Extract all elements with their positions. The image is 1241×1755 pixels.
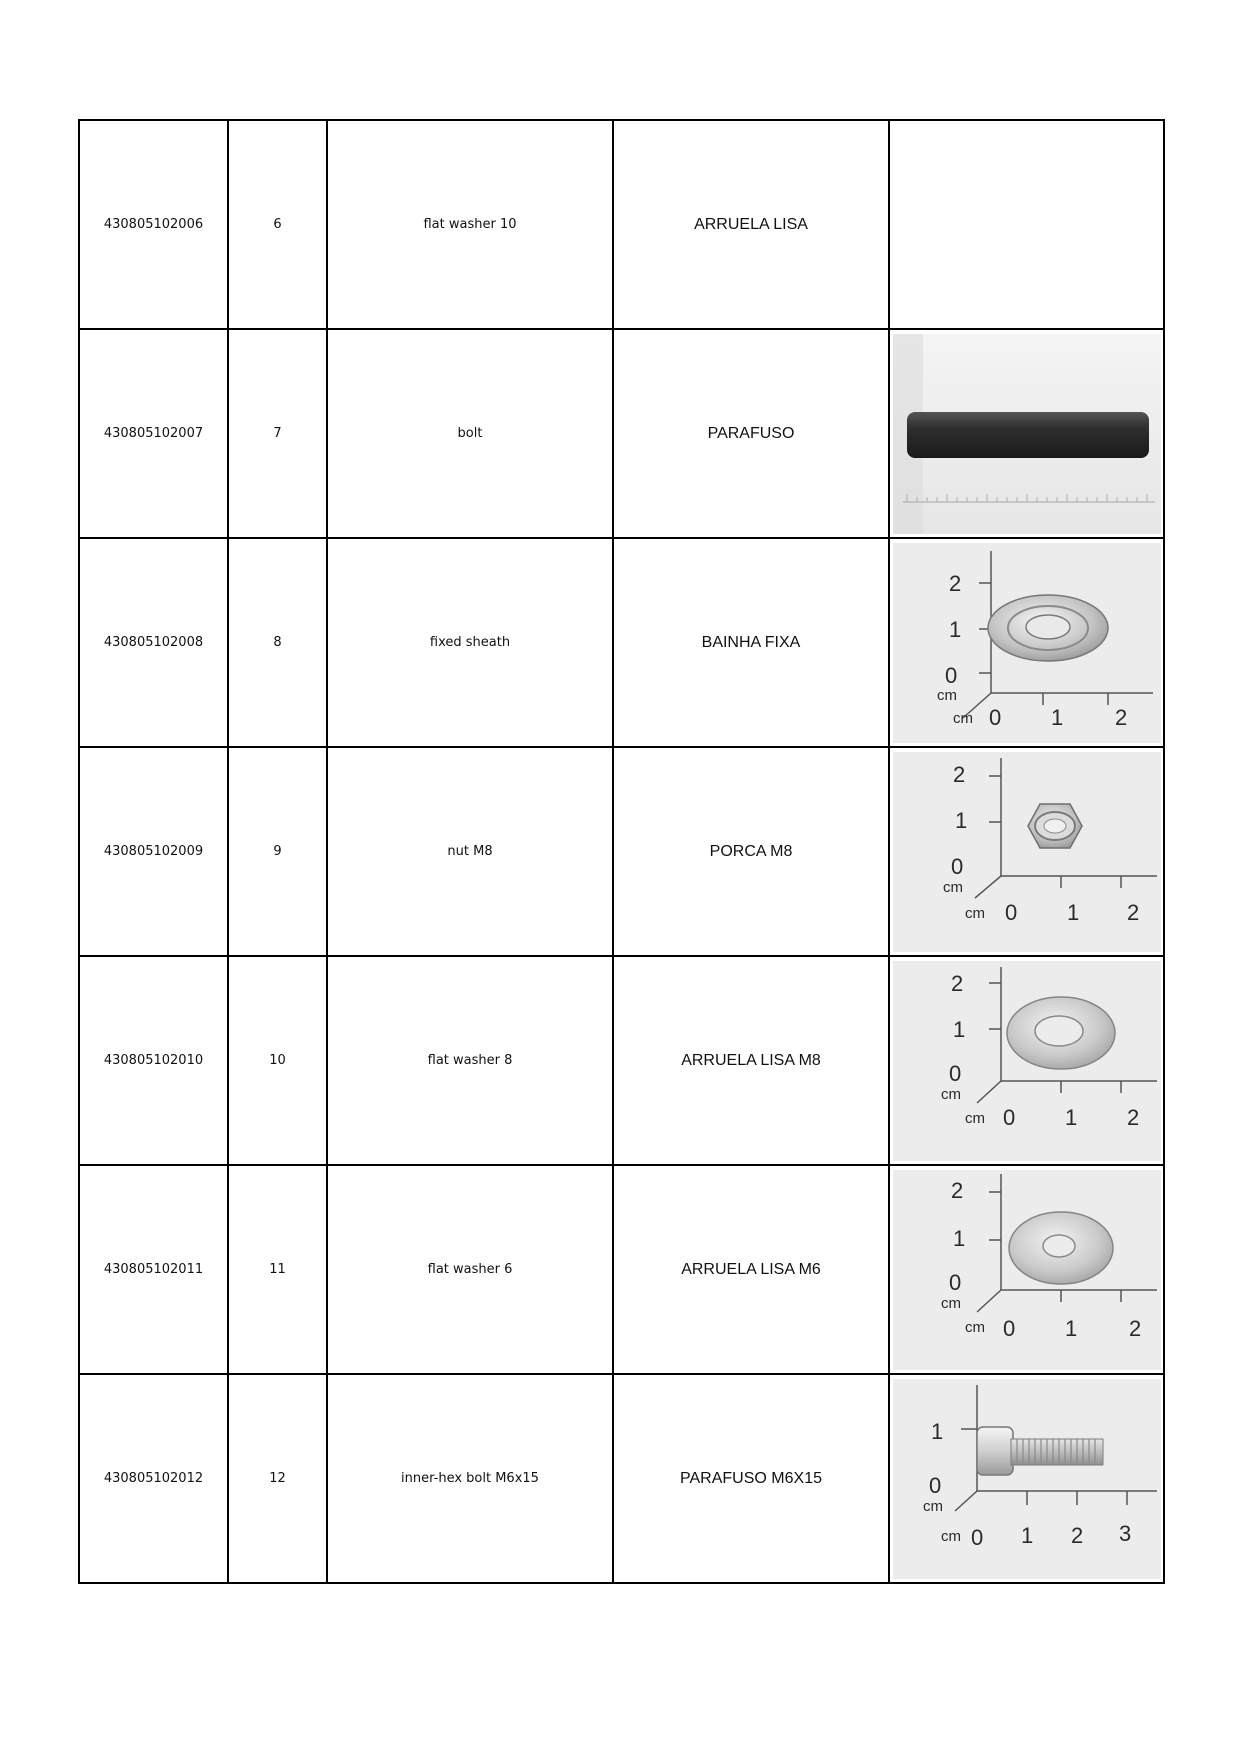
scale-tick: 2 xyxy=(1114,704,1127,730)
scale-tick: 0 xyxy=(1002,1104,1015,1130)
item-number: 8 xyxy=(228,538,327,747)
scale-tick: 0 xyxy=(970,1524,983,1550)
scale-tick: 1 xyxy=(1064,1315,1077,1341)
scale-tick: 0 xyxy=(948,1269,961,1295)
description-pt: ARRUELA LISA xyxy=(613,120,889,329)
description-pt: ARRUELA LISA M6 xyxy=(613,1165,889,1374)
scale-unit: cm xyxy=(940,1527,961,1545)
scale-unit: cm xyxy=(922,1497,943,1515)
description-en: bolt xyxy=(327,329,613,538)
description-en: fixed sheath xyxy=(327,538,613,747)
scale-tick: 0 xyxy=(1004,899,1017,925)
scale-unit: cm xyxy=(964,1109,985,1127)
item-number: 11 xyxy=(228,1165,327,1374)
scale-tick: 0 xyxy=(988,704,1001,730)
scale-unit: cm xyxy=(952,709,973,727)
description-en: flat washer 8 xyxy=(327,956,613,1165)
scale-tick: 3 xyxy=(1118,1520,1131,1546)
table-row xyxy=(79,1165,1164,1374)
table-row xyxy=(79,120,1164,329)
scale-tick: 2 xyxy=(1126,899,1139,925)
scale-tick: 1 xyxy=(1064,1104,1077,1130)
scale-tick: 2 xyxy=(950,970,963,996)
washer-photo xyxy=(893,961,1161,1161)
scale-tick: 1 xyxy=(930,1418,943,1444)
description-pt: ARRUELA LISA M8 xyxy=(613,956,889,1165)
part-photo-cell xyxy=(889,1374,1164,1583)
scale-unit: cm xyxy=(942,878,963,896)
part-photo-cell xyxy=(889,1165,1164,1374)
parts-table xyxy=(78,119,1165,1584)
bolt-photo xyxy=(893,334,1161,534)
scale-tick: 0 xyxy=(928,1472,941,1498)
scale-tick: 2 xyxy=(952,761,965,787)
part-photo-cell xyxy=(889,329,1164,538)
scale-tick: 1 xyxy=(1050,704,1063,730)
description-en: flat washer 6 xyxy=(327,1165,613,1374)
scale-tick: 1 xyxy=(1066,899,1079,925)
part-code: 430805102011 xyxy=(79,1165,228,1374)
scale-tick: 2 xyxy=(1126,1104,1139,1130)
item-number: 12 xyxy=(228,1374,327,1583)
scale-tick: 1 xyxy=(948,616,961,642)
scale-tick: 0 xyxy=(1002,1315,1015,1341)
description-pt: PORCA M8 xyxy=(613,747,889,956)
scale-tick: 0 xyxy=(948,1060,961,1086)
scale-tick: 0 xyxy=(950,853,963,879)
scale-tick: 1 xyxy=(1020,1522,1033,1548)
part-photo-cell-empty xyxy=(889,120,1164,329)
description-en: inner-hex bolt M6x15 xyxy=(327,1374,613,1583)
table-row xyxy=(79,747,1164,956)
scale-unit: cm xyxy=(940,1085,961,1103)
item-number: 7 xyxy=(228,329,327,538)
item-number: 6 xyxy=(228,120,327,329)
table-row xyxy=(79,538,1164,747)
description-pt: PARAFUSO xyxy=(613,329,889,538)
description-en: nut M8 xyxy=(327,747,613,956)
description-en: flat washer 10 xyxy=(327,120,613,329)
washer-photo xyxy=(893,1170,1161,1370)
scale-tick: 1 xyxy=(952,1225,965,1251)
item-number: 10 xyxy=(228,956,327,1165)
part-photo-cell xyxy=(889,538,1164,747)
scale-tick: 2 xyxy=(948,570,961,596)
part-code: 430805102007 xyxy=(79,329,228,538)
scale-unit: cm xyxy=(936,686,957,704)
scale-tick: 2 xyxy=(1128,1315,1141,1341)
part-photo-cell xyxy=(889,747,1164,956)
part-code: 430805102010 xyxy=(79,956,228,1165)
scale-unit: cm xyxy=(964,904,985,922)
scale-tick: 1 xyxy=(952,1016,965,1042)
part-code: 430805102009 xyxy=(79,747,228,956)
table-row xyxy=(79,956,1164,1165)
part-code: 430805102006 xyxy=(79,120,228,329)
scale-unit: cm xyxy=(940,1294,961,1312)
scale-tick: 2 xyxy=(1070,1522,1083,1548)
item-number: 9 xyxy=(228,747,327,956)
hex-bolt-photo xyxy=(893,1379,1161,1579)
part-code: 430805102012 xyxy=(79,1374,228,1583)
scale-tick: 2 xyxy=(950,1177,963,1203)
table-row xyxy=(79,1374,1164,1583)
nut-photo xyxy=(893,752,1161,952)
scale-tick: 0 xyxy=(944,662,957,688)
table-row xyxy=(79,329,1164,538)
scale-unit: cm xyxy=(964,1318,985,1336)
sheath-photo xyxy=(893,543,1161,743)
part-code: 430805102008 xyxy=(79,538,228,747)
description-pt: BAINHA FIXA xyxy=(613,538,889,747)
part-photo-cell xyxy=(889,956,1164,1165)
description-pt: PARAFUSO M6X15 xyxy=(613,1374,889,1583)
scale-tick: 1 xyxy=(954,807,967,833)
